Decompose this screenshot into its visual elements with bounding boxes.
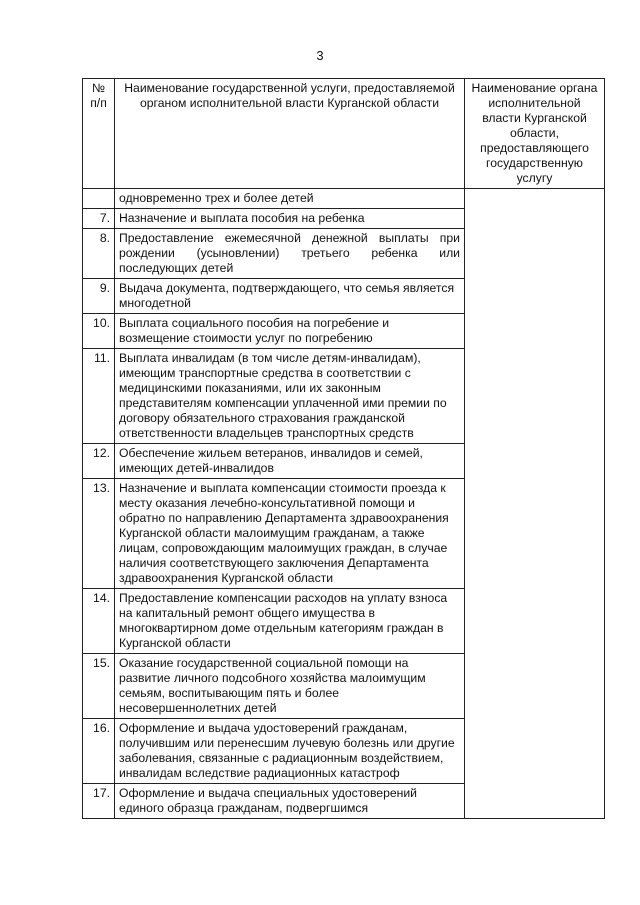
row-number: 15. — [83, 654, 115, 719]
table-header-row — [83, 79, 605, 189]
service-name: Оказание государственной социальной помощи на развитие личного подсобного хозяйства малоимущим семьям, воспитывающим пять и более несовершеннолетних детей — [115, 654, 465, 719]
row-number: 8. — [83, 229, 115, 279]
service-name: одновременно трех и более детей — [115, 189, 465, 209]
service-name: Назначение и выплата компенсации стоимости проезда к месту оказания лечебно-консультативной помощи и обратно по направлению Департамента здравоохранения Курганской области малоимущим гражданам, а также лицам, сопровождающим малоимущих граждан, в случае наличия соответствующего заключения Департамента здравоохранения Курганской области — [115, 479, 465, 589]
page-number: 3 — [316, 48, 324, 63]
row-number: 12. — [83, 444, 115, 479]
service-name: Назначение и выплата пособия на ребенка — [115, 209, 465, 229]
service-name: Предоставление ежемесячной денежной выплаты при рождении (усыновлении) третьего ребенка или последующих детей — [115, 229, 465, 279]
row-number: 13. — [83, 479, 115, 589]
row-number: 9. — [83, 279, 115, 314]
service-name: Выдача документа, подтверждающего, что семья является многодетной — [115, 279, 465, 314]
service-name: Обеспечение жильем ветеранов, инвалидов и семей, имеющих детей-инвалидов — [115, 444, 465, 479]
header-authority-name: Наименование органа исполнительной власти Курганской области, предоставляющего государственную услугу — [465, 79, 605, 189]
row-number: 14. — [83, 589, 115, 654]
service-name: Выплата социального пособия на погребение и возмещение стоимости услуг по погребению — [115, 314, 465, 349]
service-name: Оформление и выдача специальных удостоверений единого образца гражданам, подвергшимся — [115, 784, 465, 819]
authority-cell — [465, 189, 605, 819]
row-number: 11. — [83, 349, 115, 444]
service-name: Выплата инвалидам (в том числе детям-инвалидам), имеющим транспортные средства в соответствии с медицинскими показаниями, или их законным представителям компенсации уплаченной ими премии по договору обязательного страхования гражданской ответственности владельцев транспортных средств — [115, 349, 465, 444]
row-number — [83, 189, 115, 209]
service-name: Предоставление компенсации расходов на уплату взноса на капитальный ремонт общего имущества в многоквартирном доме отдельным категориям граждан в Курганской области — [115, 589, 465, 654]
service-name: Оформление и выдача удостоверений гражданам, получившим или перенесшим лучевую болезнь или другие заболевания, связанные с радиационным воздействием, инвалидам вследствие радиационных катастроф — [115, 719, 465, 784]
header-number: № п/п — [83, 79, 115, 189]
row-number: 10. — [83, 314, 115, 349]
row-number: 7. — [83, 209, 115, 229]
services-table — [82, 78, 605, 819]
table-row — [83, 189, 605, 209]
header-service-name: Наименование государственной услуги, предоставляемой органом исполнительной власти Курганской области — [115, 79, 465, 189]
row-number: 16. — [83, 719, 115, 784]
row-number: 17. — [83, 784, 115, 819]
